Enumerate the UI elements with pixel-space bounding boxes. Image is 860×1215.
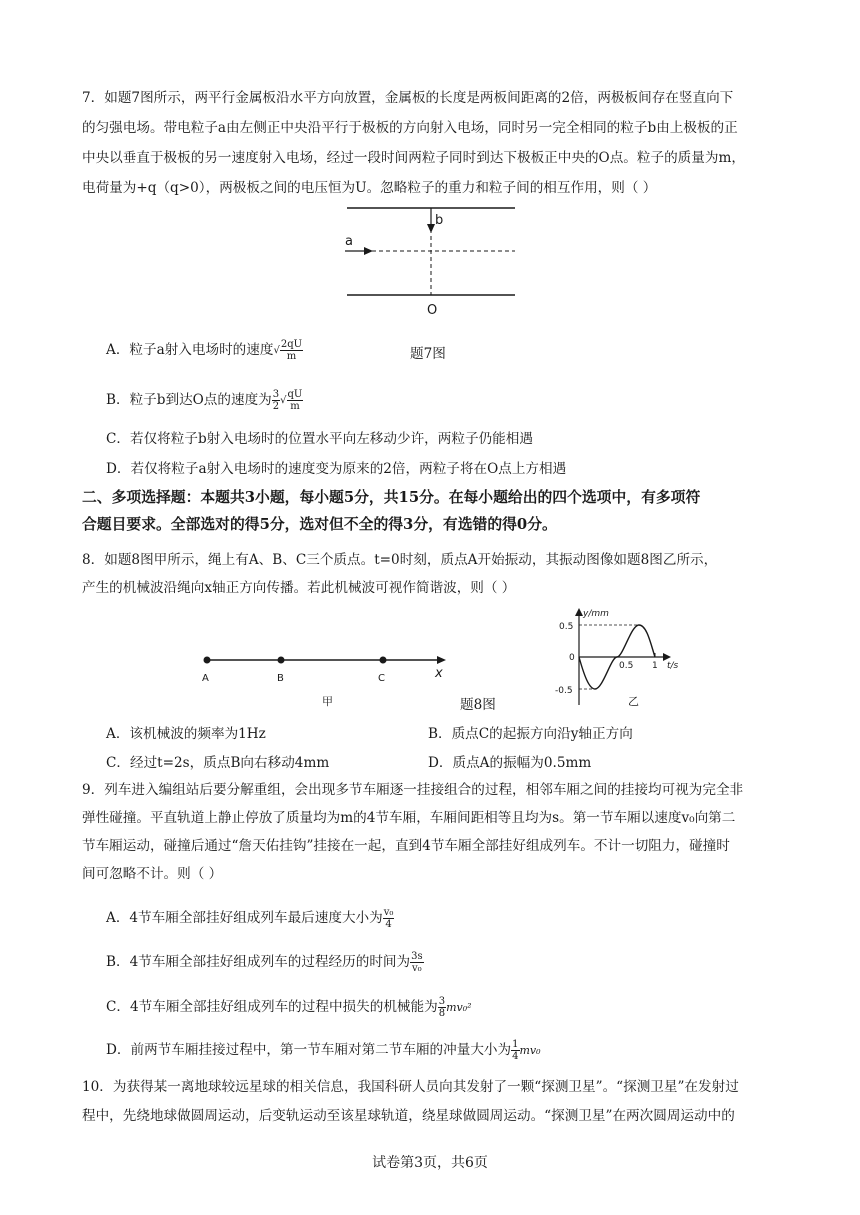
q10-line-2: 程中，先绕地球做圆周运动，后变轨运动至该星球轨道，绕星球做圆周运动。“探测卫星”在两次圆周运动中的 [82,1108,735,1124]
q8-fig-a: A [202,673,209,684]
q7-fig-label-a: a [345,234,353,249]
particle-c-dot [380,657,387,664]
graph-tick-top: 0.5 [559,622,574,632]
q7-line-1: 7．如题7图所示，两平行金属板沿水平方向放置，金属板的长度是两板间距离的2倍，两极板间存在竖直向下 [82,90,734,106]
q8-option-a: A．该机械波的频率为1Hz [106,726,266,742]
q9-option-c [106,995,472,1019]
particle-b-dot [278,657,285,664]
graph-xlabel: t/s [667,661,679,671]
q9-option-b-text: B．4节车厢全部挂好组成列车的过程经历的时间为 [106,954,411,970]
q10-line-1: 10．为获得某一离地球较远星球的相关信息，我国科研人员向其发射了一颗“探测卫星”。“探测卫星”在发射过 [82,1079,739,1095]
q7-option-a [106,338,303,362]
q9-option-a-text: A．4节车厢全部挂好组成列车最后速度大小为 [106,910,383,926]
q7-fig-label-o: O [427,303,438,318]
page-footer: 试卷第3页，共6页 [372,1155,488,1171]
section-2-line-1: 二、多项选择题：本题共3小题，每小题5分，共15分。在每小题给出的四个选项中，有多项符 [82,489,701,506]
q9-option-b-num: 3s [411,951,423,962]
q8-line-1: 8．如题8图甲所示，绳上有A、B、C三个质点。t=0时刻，质点A开始振动，其振动图像如题8图乙所示， [82,552,718,568]
q8-line-2: 产生的机械波沿绳向x轴正方向传播。若此机械波可视作简谐波，则（ ） [82,580,516,596]
q7-line-4: 电荷量为+q（q>0），两极板之间的电压恒为U。忽略粒子的重力和粒子间的相互作用，则（ ） [82,180,657,196]
graph-ylabel: y/mm [583,609,609,619]
q7-option-b [106,388,303,412]
q7-option-b-coef-num: 3 [272,389,280,400]
sqrt-symbol: √ $\frac{2qU}{m}$ [273,339,303,362]
q7-option-b-coef-den: 2 [272,401,280,412]
q9-line-2: 弹性碰撞。平直轨道上静止停放了质量均为m的4节车厢，车厢间距相等且均为s。第一节车厢以速度v₀向第二 [82,810,736,826]
q8-vibration-graph [555,605,695,710]
q9-option-d-tail: mv₀ [519,1044,541,1057]
q9-line-3: 节车厢运动，碰撞后通过“詹天佑挂钩”挂接在一起，直到4节车厢全部挂好组成列车。不计一切阻力，碰撞时 [82,838,730,854]
q7-option-c: C．若仅将粒子b射入电场时的位置水平向左移动少许，两粒子仍能相遇 [106,431,533,447]
q9-option-d-num: 1 [512,1039,519,1050]
q8-fig-x: x [435,666,443,681]
q8-fig-jia-label: 甲 [322,695,333,708]
q9-line-1: 9．列车进入编组站后要分解重组，会出现多节车厢逐一挂接组合的过程，相邻车厢之间的挂接均可视为完全非 [82,782,744,798]
q9-option-a-den: 4 [385,919,392,930]
q7-line-2: 的匀强电场。带电粒子a由左侧正中央沿平行于极板的方向射入电场，同时另一完全相同的粒子b由上极板的正 [82,120,738,136]
q8-figure-caption: 题8图 [460,697,496,713]
section-2-line-2: 合题目要求。全部选对的得5分，选对但不全的得3分，有选错的得0分。 [82,516,557,533]
q7-figure [335,200,535,320]
q9-option-d-text: D．前两节车厢挂接过程中，第一节车厢对第二节车厢的冲量大小为 [106,1042,512,1058]
q7-option-b-text: B．粒子b到达O点的速度为 [106,392,272,408]
q7-line-3: 中央以垂直于极板的另一速度射入电场，经过一段时间两粒子同时到达下极板正中央的O点。粒子的质量为m， [82,150,745,166]
q9-option-c-num: 3 [438,996,446,1007]
q9-option-d [106,1038,541,1062]
q9-option-a-num: v₀ [383,907,394,918]
q7-option-a-text: A．粒子a射入电场时的速度 [106,342,274,358]
q8-fig-yi-label: 乙 [628,695,639,708]
q9-option-c-text: C．4节车厢全部挂好组成列车的过程中损失的机械能为 [106,999,438,1015]
q7-option-a-num: 2qU [280,339,303,350]
q8-option-b: B．质点C的起振方向沿y轴正方向 [428,726,633,742]
q9-option-d-den: 4 [512,1051,519,1062]
graph-tick-zero: 0 [569,653,575,663]
q9-option-c-den: 8 [438,1008,446,1019]
q7-option-b-den: m [290,401,300,412]
graph-tick-half: 0.5 [619,661,634,671]
q8-option-c: C．经过t=2s，质点B向右移动4mm [106,755,330,771]
q7-fig-label-b: b [435,213,444,228]
graph-tick-bottom: -0.5 [555,686,573,696]
q7-figure-caption: 题7图 [410,346,446,362]
particle-a-dot [204,657,211,664]
q8-option-d: D．质点A的振幅为0.5mm [428,755,592,771]
q9-option-a [106,906,394,930]
q8-fig-c: C [378,673,385,684]
q9-option-c-tail: mv₀² [446,1001,472,1014]
q7-option-b-num: qU [287,389,303,400]
graph-tick-one: 1 [652,661,658,671]
q7-option-d: D．若仅将粒子a射入电场时的速度变为原来的2倍，两粒子将在O点上方相遇 [106,461,567,477]
sqrt-symbol: √ $\frac{qU}{m}$ [280,389,303,412]
q9-line-4: 间可忽略不计。则（ ） [82,866,223,882]
q9-option-b-den: v₀ [412,963,422,974]
q7-option-a-den: m [286,351,297,362]
q9-option-b [106,950,424,974]
q8-fig-b: B [277,673,284,684]
